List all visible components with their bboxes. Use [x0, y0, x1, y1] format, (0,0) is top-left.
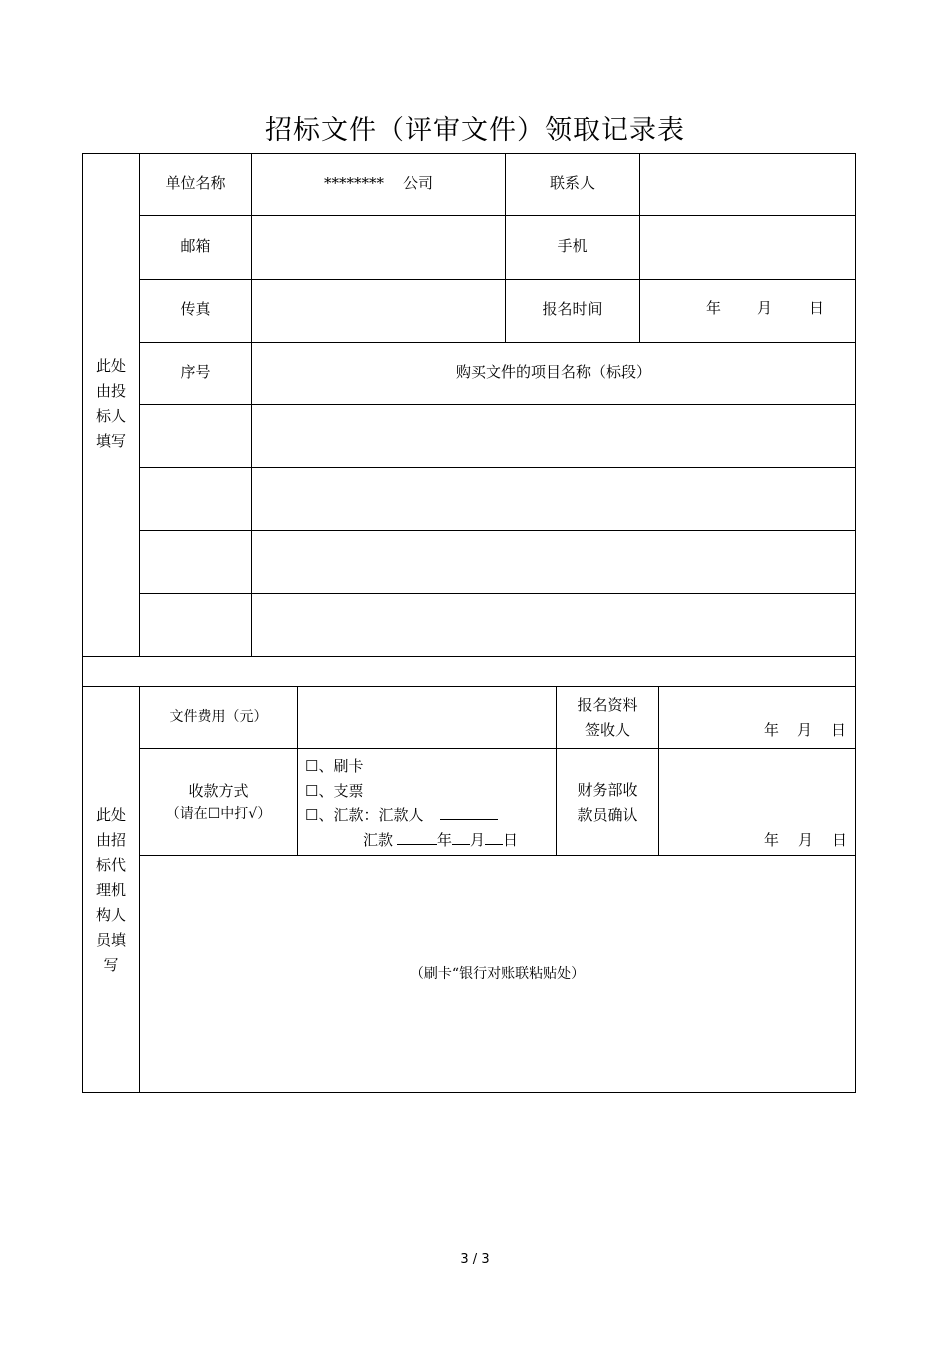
row-divider	[139, 342, 856, 343]
remit-day-blank[interactable]	[485, 828, 503, 845]
receiver-year: 年	[764, 721, 780, 739]
finance-label: 财务部收 款员确认	[577, 781, 638, 824]
fee-label: 文件费用（元）	[169, 709, 268, 725]
remit-amount-blank[interactable]	[397, 828, 437, 845]
finance-year: 年	[764, 831, 780, 849]
email-value-field[interactable]	[252, 217, 505, 278]
remit-month: 月	[470, 831, 486, 849]
remit-month-blank[interactable]	[452, 828, 470, 845]
receipt-paste-area-note: （刷卡“银行对账联粘贴处）	[409, 966, 586, 982]
project-row-field[interactable]	[252, 595, 855, 655]
row-divider	[139, 530, 856, 531]
fax-value-field[interactable]	[252, 281, 505, 341]
remitter-blank[interactable]	[440, 803, 498, 820]
unit-name-label: 单位名称	[165, 174, 226, 192]
receiver-day: 日	[831, 721, 847, 739]
signup-year: 年	[706, 299, 722, 317]
email-label: 邮箱	[180, 237, 211, 255]
project-label: 购买文件的项目名称（标段）	[455, 363, 651, 381]
row-divider	[139, 748, 856, 749]
unit-name-value: ******** 公司	[323, 174, 434, 192]
contact-value-field[interactable]	[640, 155, 855, 214]
option-remit-label: ☐、汇款：汇款人	[305, 806, 424, 824]
option-card-checkbox[interactable]: ☐、刷卡	[305, 757, 364, 775]
section-divider	[82, 686, 856, 687]
row-divider	[139, 593, 856, 594]
payment-hint: （请在☐中打√）	[165, 806, 272, 822]
page-title: 招标文件（评审文件）领取记录表	[265, 115, 685, 146]
section-divider	[82, 656, 856, 657]
page-number: 3 / 3	[460, 1252, 490, 1267]
receiver-month: 月	[797, 721, 813, 739]
row-divider	[139, 855, 856, 856]
col-divider	[139, 153, 140, 656]
fax-label: 传真	[180, 300, 211, 318]
signup-day: 日	[809, 299, 825, 317]
col-divider	[658, 686, 659, 855]
fee-value-field[interactable]	[298, 688, 556, 747]
receiver-label: 报名资料 签收人	[577, 696, 638, 739]
col-divider	[139, 686, 140, 1093]
payment-label: 收款方式	[188, 782, 249, 800]
agency-side-label: 此处 由招 标代 理机 构人 员填 写	[95, 806, 126, 974]
project-row-field[interactable]	[252, 469, 855, 529]
option-check-checkbox[interactable]: ☐、支票	[305, 782, 364, 800]
bidder-side-label: 此处 由投 标人 填写	[95, 357, 126, 450]
signup-month: 月	[757, 299, 773, 317]
remit-date-line	[363, 828, 518, 852]
row-divider	[139, 404, 856, 405]
remit-year: 年	[437, 831, 453, 849]
signup-time-label: 报名时间	[542, 300, 603, 318]
finance-month: 月	[798, 831, 814, 849]
row-divider	[139, 467, 856, 468]
project-row-field[interactable]	[252, 406, 855, 466]
finance-day: 日	[832, 831, 848, 849]
seq-label: 序号	[180, 363, 211, 381]
remit-prefix: 汇款	[363, 831, 394, 849]
mobile-label: 手机	[557, 237, 588, 255]
project-row-field[interactable]	[252, 532, 855, 592]
option-remit-checkbox[interactable]	[305, 803, 498, 827]
row-divider	[139, 279, 856, 280]
row-divider	[139, 215, 856, 216]
mobile-value-field[interactable]	[640, 217, 855, 278]
remit-day: 日	[503, 831, 519, 849]
contact-label: 联系人	[549, 174, 595, 192]
